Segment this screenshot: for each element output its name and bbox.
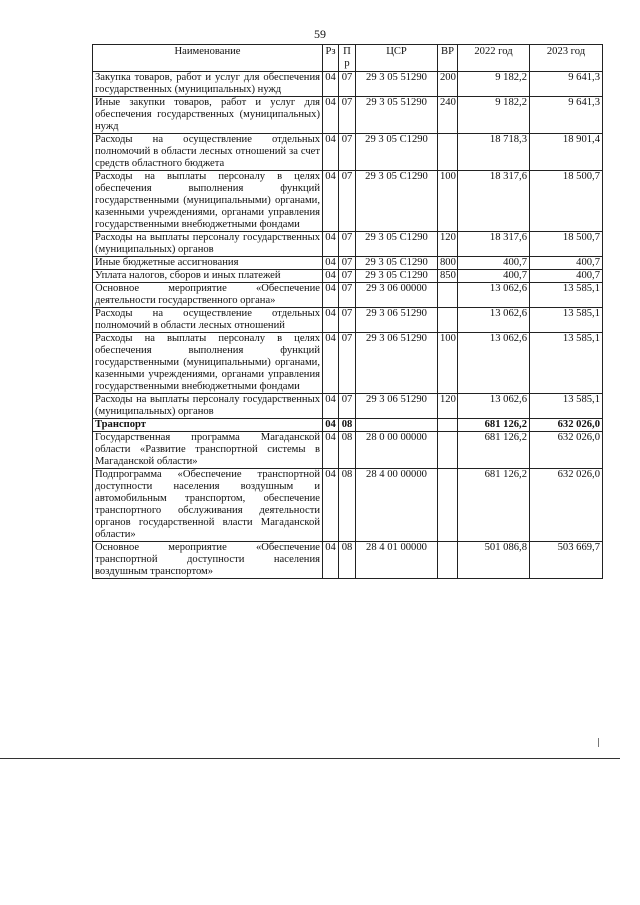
row-csr-cell: 29 3 05 С1290	[356, 232, 438, 257]
row-csr-cell: 28 4 01 00000	[356, 542, 438, 579]
table-row	[93, 333, 603, 394]
table-row	[93, 432, 603, 469]
page-number: 59	[314, 27, 326, 41]
row-pr-cell: 08	[339, 542, 356, 579]
row-rz-cell: 04	[323, 333, 339, 394]
row-csr-cell: 29 3 05 51290	[356, 72, 438, 97]
row-csr-cell: 29 3 06 51290	[356, 394, 438, 419]
row-vr-cell	[438, 419, 458, 432]
row-pr-cell: 07	[339, 97, 356, 134]
row-vr-cell	[438, 308, 458, 333]
row-2023-cell: 9 641,3	[530, 97, 603, 134]
row-pr-cell: 07	[339, 171, 356, 232]
row-2023-cell: 18 500,7	[530, 171, 603, 232]
row-rz-cell: 04	[323, 542, 339, 579]
row-2023-cell: 632 026,0	[530, 432, 603, 469]
row-pr-cell: 07	[339, 134, 356, 171]
row-2022-cell: 681 126,2	[458, 469, 530, 542]
row-2022-cell: 9 182,2	[458, 72, 530, 97]
row-2023-cell: 13 585,1	[530, 283, 603, 308]
row-vr-cell	[438, 432, 458, 469]
row-rz-cell: 04	[323, 432, 339, 469]
row-pr-cell: 08	[339, 432, 356, 469]
row-pr-cell: 08	[339, 419, 356, 432]
row-csr-cell	[356, 419, 438, 432]
row-vr-cell: 240	[438, 97, 458, 134]
table-body	[93, 72, 603, 579]
row-2023-cell: 18 500,7	[530, 232, 603, 257]
header-2023: 2023 год	[530, 45, 603, 72]
row-2023-cell: 13 585,1	[530, 333, 603, 394]
row-vr-cell: 100	[438, 333, 458, 394]
header-2022: 2022 год	[458, 45, 530, 72]
row-csr-cell: 29 3 05 С1290	[356, 171, 438, 232]
header-pr: Пр	[339, 45, 356, 72]
row-2022-cell: 681 126,2	[458, 419, 530, 432]
table-row	[93, 134, 603, 171]
row-vr-cell	[438, 542, 458, 579]
row-2023-cell: 13 585,1	[530, 308, 603, 333]
row-name-cell: Расходы на выплаты персоналу государственных (муниципальных) органов	[93, 394, 323, 419]
row-2022-cell: 18 317,6	[458, 171, 530, 232]
header-rz: Рз	[323, 45, 339, 72]
row-pr-cell: 07	[339, 72, 356, 97]
row-2023-cell: 18 901,4	[530, 134, 603, 171]
row-vr-cell: 850	[438, 270, 458, 283]
row-csr-cell: 29 3 05 51290	[356, 97, 438, 134]
row-vr-cell	[438, 283, 458, 308]
row-name-cell: Основное мероприятие «Обеспечение транспортной доступности населения воздушным транспортом»	[93, 542, 323, 579]
row-csr-cell: 28 0 00 00000	[356, 432, 438, 469]
row-pr-cell: 07	[339, 283, 356, 308]
table-row	[93, 308, 603, 333]
row-2022-cell: 501 086,8	[458, 542, 530, 579]
row-2023-cell: 9 641,3	[530, 72, 603, 97]
row-vr-cell: 200	[438, 72, 458, 97]
table-row	[93, 232, 603, 257]
row-pr-cell: 07	[339, 394, 356, 419]
header-name: Наименование	[93, 45, 323, 72]
row-rz-cell: 04	[323, 270, 339, 283]
bottom-rule	[0, 758, 620, 759]
row-rz-cell: 04	[323, 232, 339, 257]
row-rz-cell: 04	[323, 134, 339, 171]
row-name-cell: Расходы на выплаты персоналу государственных (муниципальных) органов	[93, 232, 323, 257]
row-rz-cell: 04	[323, 308, 339, 333]
row-2022-cell: 400,7	[458, 270, 530, 283]
row-pr-cell: 07	[339, 257, 356, 270]
row-name-cell: Уплата налогов, сборов и иных платежей	[93, 270, 323, 283]
table-row	[93, 469, 603, 542]
table-row	[93, 394, 603, 419]
row-2022-cell: 18 317,6	[458, 232, 530, 257]
table-row	[93, 542, 603, 579]
row-2023-cell: 503 669,7	[530, 542, 603, 579]
row-name-cell: Государственная программа Магаданской области «Развитие транспортной системы в Магаданской области»	[93, 432, 323, 469]
row-2023-cell: 400,7	[530, 257, 603, 270]
table-row	[93, 419, 603, 432]
table-row	[93, 72, 603, 97]
row-2022-cell: 13 062,6	[458, 308, 530, 333]
row-vr-cell	[438, 134, 458, 171]
row-rz-cell: 04	[323, 419, 339, 432]
row-name-cell: Иные закупки товаров, работ и услуг для обеспечения государственных (муниципальных) нужд	[93, 97, 323, 134]
row-2022-cell: 13 062,6	[458, 333, 530, 394]
row-csr-cell: 29 3 05 С1290	[356, 134, 438, 171]
row-csr-cell: 28 4 00 00000	[356, 469, 438, 542]
row-pr-cell: 07	[339, 270, 356, 283]
header-vr: ВР	[438, 45, 458, 72]
table-row	[93, 171, 603, 232]
row-2023-cell: 632 026,0	[530, 469, 603, 542]
row-csr-cell: 29 3 05 С1290	[356, 257, 438, 270]
header-csr: ЦСР	[356, 45, 438, 72]
row-2023-cell: 400,7	[530, 270, 603, 283]
row-csr-cell: 29 3 06 51290	[356, 333, 438, 394]
row-rz-cell: 04	[323, 283, 339, 308]
row-2022-cell: 18 718,3	[458, 134, 530, 171]
row-vr-cell: 100	[438, 171, 458, 232]
row-vr-cell: 120	[438, 232, 458, 257]
row-rz-cell: 04	[323, 72, 339, 97]
row-2022-cell: 13 062,6	[458, 394, 530, 419]
row-rz-cell: 04	[323, 257, 339, 270]
row-csr-cell: 29 3 06 51290	[356, 308, 438, 333]
row-name-cell: Расходы на выплаты персоналу в целях обеспечения выполнения функций государственными (муниципальными) органами, казенными учреждениями, органами управления государственными внебюджетными фондами	[93, 171, 323, 232]
row-2023-cell: 13 585,1	[530, 394, 603, 419]
table-row	[93, 257, 603, 270]
row-rz-cell: 04	[323, 394, 339, 419]
row-pr-cell: 07	[339, 308, 356, 333]
row-name-cell: Расходы на выплаты персоналу в целях обеспечения выполнения функций государственными (муниципальными) органами, казенными учреждениями, органами управления государственными внебюджетными фондами	[93, 333, 323, 394]
row-name-cell: Основное мероприятие «Обеспечение деятельности государственного органа»	[93, 283, 323, 308]
row-name-cell: Иные бюджетные ассигнования	[93, 257, 323, 270]
row-2023-cell: 632 026,0	[530, 419, 603, 432]
table-row	[93, 283, 603, 308]
row-vr-cell: 120	[438, 394, 458, 419]
row-name-cell: Подпрограмма «Обеспечение транспортной доступности населения воздушным и автомобильным транспортом, обеспечение транспортного обслуживания деятельности органов государственной власти Магаданской области»	[93, 469, 323, 542]
row-pr-cell: 07	[339, 232, 356, 257]
row-2022-cell: 13 062,6	[458, 283, 530, 308]
row-csr-cell: 29 3 06 00000	[356, 283, 438, 308]
table-header-row	[93, 45, 603, 72]
row-name-cell: Закупка товаров, работ и услуг для обеспечения государственных (муниципальных) нужд	[93, 72, 323, 97]
row-rz-cell: 04	[323, 469, 339, 542]
row-rz-cell: 04	[323, 97, 339, 134]
row-name-cell: Расходы на осуществление отдельных полномочий в области лесных отношений	[93, 308, 323, 333]
row-csr-cell: 29 3 05 С1290	[356, 270, 438, 283]
row-pr-cell: 07	[339, 333, 356, 394]
table-row	[93, 97, 603, 134]
row-2022-cell: 681 126,2	[458, 432, 530, 469]
row-name-cell: Расходы на осуществление отдельных полномочий в области лесных отношений за счет средств областного бюджета	[93, 134, 323, 171]
row-pr-cell: 08	[339, 469, 356, 542]
row-2022-cell: 400,7	[458, 257, 530, 270]
row-name-cell: Транспорт	[93, 419, 323, 432]
row-rz-cell: 04	[323, 171, 339, 232]
table-row	[93, 270, 603, 283]
budget-table	[92, 44, 603, 579]
scan-mark	[598, 738, 599, 747]
row-2022-cell: 9 182,2	[458, 97, 530, 134]
row-vr-cell: 800	[438, 257, 458, 270]
row-vr-cell	[438, 469, 458, 542]
